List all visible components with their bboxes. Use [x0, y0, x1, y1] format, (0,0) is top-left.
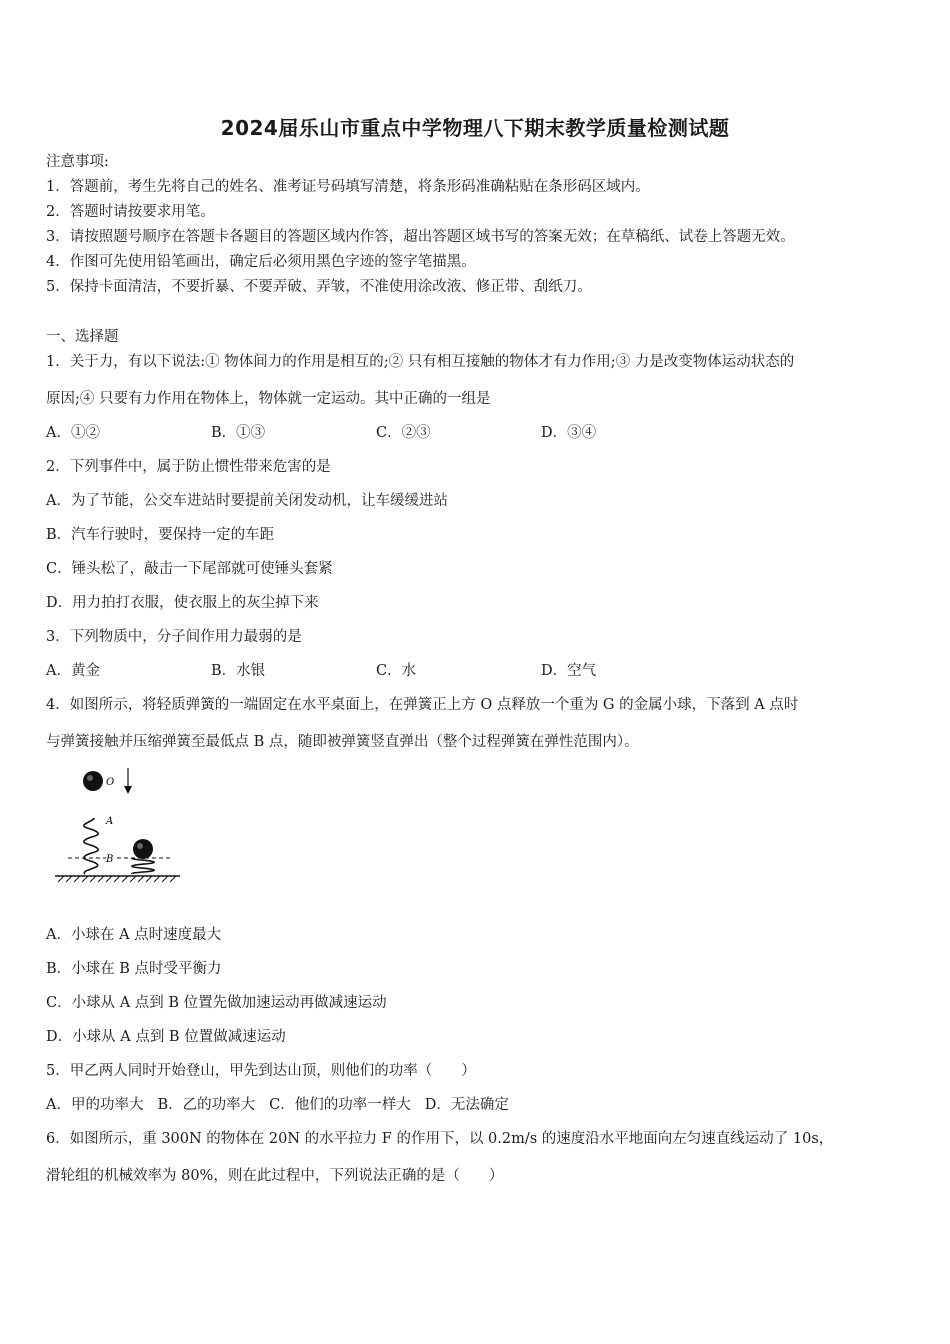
option-b[interactable]: B．乙的功率大 — [157, 1097, 256, 1113]
question-5-stem: 5．甲乙两人同时开始登山，甲先到达山顶，则他们的功率（ ） — [46, 1063, 476, 1079]
ball-icon — [83, 771, 103, 791]
option-a[interactable]: A．黄金 — [46, 663, 100, 679]
section-heading: 一、选择题 — [46, 329, 119, 345]
question-3-options — [46, 661, 596, 681]
compressed-spring-icon — [132, 858, 154, 874]
option-b[interactable]: B．水银 — [211, 663, 266, 679]
question-1-stem: 1．关于力，有以下说法:① 物体间力的作用是相互的;② 只有相互接触的物体才有力作用;③ 力是改变物体运动状态的 — [46, 354, 795, 370]
notice-heading: 注意事项: — [46, 154, 109, 170]
option-c[interactable]: C．②③ — [376, 425, 431, 441]
option-d[interactable]: D．用力拍打衣服，使衣服上的灰尘掉下来 — [46, 595, 319, 611]
option-c[interactable]: C．水 — [376, 663, 417, 679]
label-a: A — [106, 816, 114, 827]
ground-hatch — [58, 876, 176, 882]
notice-item: 2．答题时请按要求用笔。 — [46, 204, 215, 220]
question-4-stem: 4．如图所示，将轻质弹簧的一端固定在水平桌面上，在弹簧正上方 O 点释放一个重为 G 的金属小球，下落到 A 点时 — [46, 697, 799, 713]
question-4-stem-cont: 与弹簧接触并压缩弹簧至最低点 B 点，随即被弹簧竖直弹出（整个过程弹簧在弹性范围内）。 — [46, 734, 639, 750]
option-a[interactable]: A．①② — [46, 425, 100, 441]
option-d[interactable]: D．无法确定 — [424, 1097, 509, 1113]
page-title: 2024届乐山市重点中学物理八下期末教学质量检测试题 — [220, 116, 730, 140]
question-6-stem-cont: 滑轮组的机械效率为 80%，则在此过程中，下列说法正确的是（ ） — [46, 1168, 504, 1184]
option-b[interactable]: B．汽车行驶时，要保持一定的车距 — [46, 527, 275, 543]
down-arrow-icon — [124, 786, 132, 794]
question-1-options — [46, 423, 596, 443]
option-a[interactable]: A．小球在 A 点时速度最大 — [46, 927, 222, 943]
label-o: O — [106, 777, 115, 788]
option-a[interactable]: A．为了节能，公交车进站时要提前关闭发动机，让车缓缓进站 — [46, 493, 448, 509]
option-b[interactable]: B．小球在 B 点时受平衡力 — [46, 961, 222, 977]
option-d[interactable]: D．空气 — [541, 663, 597, 679]
notice-item: 4．作图可先使用铅笔画出，确定后必须用黑色字迹的签字笔描黑。 — [46, 254, 476, 270]
ball-compressed-icon — [133, 839, 153, 859]
notice-item: 5．保持卡面清洁，不要折暴、不要弄破、弄皱，不准使用涂改液、修正带、刮纸刀。 — [46, 279, 592, 295]
question-2-stem: 2．下列事件中，属于防止惯性带来危害的是 — [46, 459, 331, 475]
question-6-stem: 6．如图所示，重 300N 的物体在 20N 的水平拉力 F 的作用下，以 0.2m/s 的速度沿水平地面向左匀速直线运动了 10s， — [46, 1131, 834, 1147]
question-3-stem: 3．下列物质中，分子间作用力最弱的是 — [46, 629, 302, 645]
option-a[interactable]: A．甲的功率大 — [46, 1097, 144, 1113]
option-d[interactable]: D．③④ — [541, 425, 597, 441]
option-c[interactable]: C．他们的功率一样大 — [269, 1097, 411, 1113]
question-5-options — [46, 1095, 509, 1115]
notice-item: 1．答题前，考生先将自己的姓名、准考证号码填写清楚，将条形码准确粘贴在条形码区域内。 — [46, 179, 650, 195]
option-c[interactable]: C．小球从 A 点到 B 位置先做加速运动再做减速运动 — [46, 995, 387, 1011]
label-b: B — [106, 854, 114, 865]
question-1-stem-cont: 原因;④ 只要有力作用在物体上，物体就一定运动。其中正确的一组是 — [46, 391, 491, 407]
notice-item: 3．请按照题号顺序在答题卡各题目的答题区域内作答，超出答题区域书写的答案无效；在草稿纸、试卷上答题无效。 — [46, 229, 795, 245]
spring-ball-figure — [50, 762, 185, 892]
option-c[interactable]: C．锤头松了，敲击一下尾部就可使锤头套紧 — [46, 561, 333, 577]
option-d[interactable]: D．小球从 A 点到 B 位置做减速运动 — [46, 1029, 286, 1045]
spring-icon — [84, 818, 98, 874]
option-b[interactable]: B．①③ — [211, 425, 266, 441]
